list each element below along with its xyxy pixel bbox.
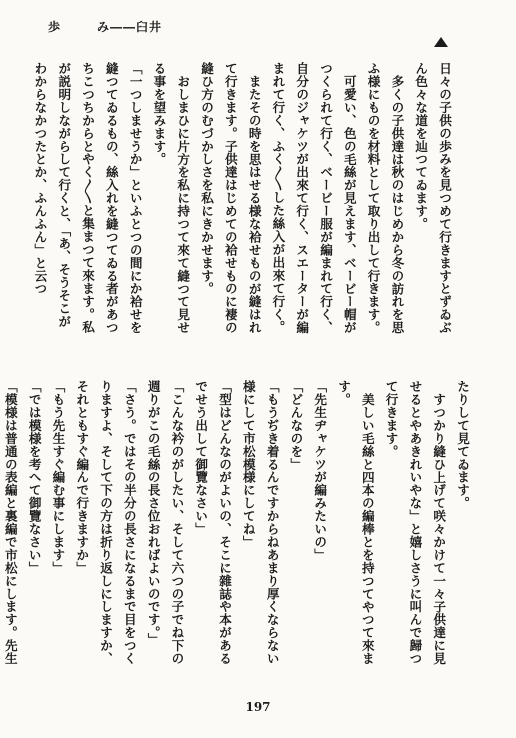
header-title-part2: み――臼井	[97, 20, 163, 34]
paragraph: たりして見てゐます。	[455, 380, 470, 510]
page-number: 197	[245, 700, 271, 714]
paragraph: 多くの子供達は秋のはじめから冬の訪れを思ふ様にものを材料として取り出して行きます。	[365, 62, 405, 334]
triangle-marker-icon	[434, 37, 448, 47]
dialogue-line: 「さう。ではその半分の長さになるまで目をつくりますよ、そして下の方は折り返しにしますか、それともすぐ編んで行きますか」	[74, 380, 137, 665]
dialogue-line: 「もう先生すぐ編む事にします」	[50, 380, 66, 575]
paragraph: 「一つしませうか」といふとつの間にか袷せを縫つてゐるもの、絲入れを縫つてゐる者があつちこつちからとやく〳〵と集まつて來ます。私が説明しながらして行くと、「あ、そうそこがわからなかつたとか、ふんふん」と云つ	[32, 62, 143, 334]
running-header	[48, 18, 162, 35]
dialogue-line: 「では模様を考へて御覽なさい」	[26, 380, 42, 575]
paragraph: 日々の子供の歩みを見つめて行きますとずゐぶん色々な道を辿つてゐます。	[413, 62, 452, 334]
paragraph: 美しい毛絲と四本の編棒とを持つてやつて來ます。	[336, 380, 375, 665]
dialogue-line: 「型はどんなのがよいの、そこに雜誌や本があるでせう出して御覽なさい」	[193, 380, 233, 665]
text-column-upper	[32, 62, 456, 334]
paragraph: 可愛い、色の毛絲が見えます、ベービー帽がつくられて行く、ベービー服が編まれて行く、自分のジャケツが出來て行く、スエーターが編まれて行く、ふく〳〵した絲入が出來て行く。	[270, 62, 357, 334]
dialogue-line: 「どんなのを」	[288, 380, 304, 471]
paragraph: おしまひに片方を私に持つて來て縫つて見せる事を望みます。	[151, 62, 191, 334]
text-column-lower	[2, 380, 474, 665]
dialogue-line: 「模様は普通の表編と裏編で市松にします。先生	[2, 380, 18, 665]
dialogue-line: 「こんな衿のがしたい、そして六つの子でね下の週りがこの毛絲の長さ位おればよいのです。」	[145, 380, 185, 665]
dialogue-line: 「もうぢき着るんですからねあまり厚くならない様にして市松模様にしてね」	[240, 380, 280, 665]
header-title-part1: 歩	[48, 20, 62, 34]
paragraph: すつかり縫ひ上げて咲々かけて一々子供達に見せるとやあきれいやな」と嬉しさうに叫んで歸つて行きます。	[383, 380, 447, 665]
dialogue-line: 「先生ヂャケツが編みたいの」	[312, 380, 328, 562]
paragraph: またその時を思はせる様な袷せものが縫はれて行きます。子供達はじめての袷せものに褄の縫ひ方のむづかしさを私にきかせます。	[199, 62, 262, 334]
